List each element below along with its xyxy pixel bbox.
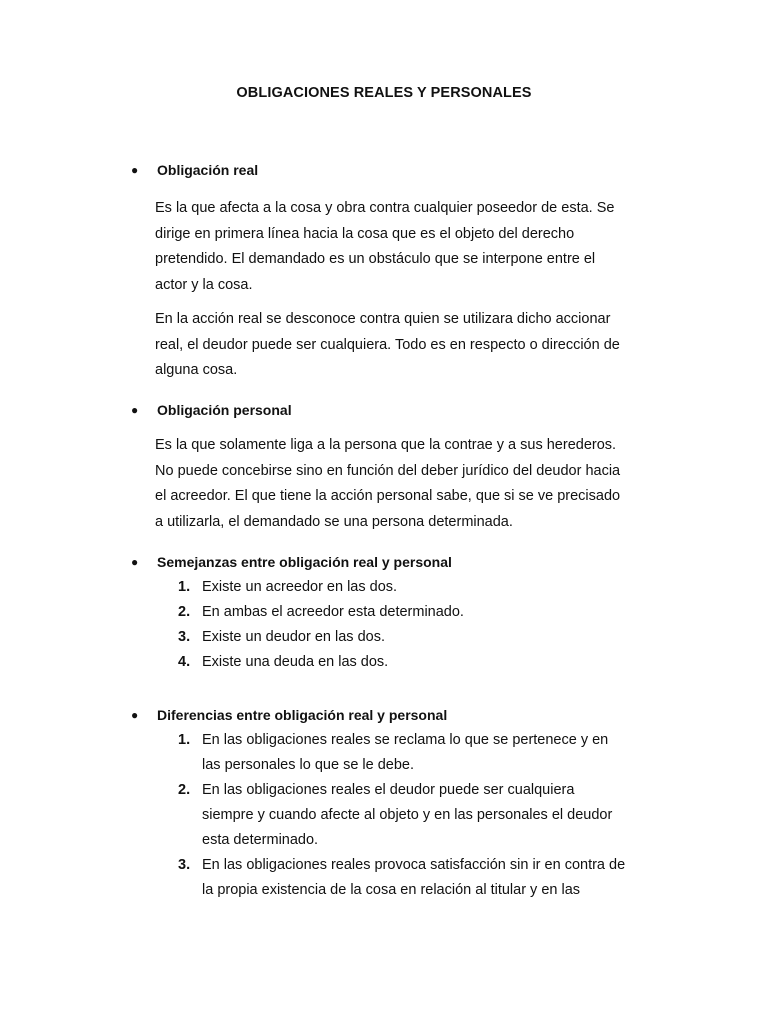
- paragraph-line: pretendido. El demandado es un obstáculo que se interpone entre el: [155, 251, 596, 267]
- list-item-number: 1.: [178, 732, 191, 748]
- list-item-number: 1.: [178, 579, 191, 595]
- list-item-text: En las obligaciones reales provoca satisfacción sin ir en contra de: [202, 857, 626, 873]
- document-title: OBLIGACIONES REALES Y PERSONALES: [236, 85, 532, 101]
- list-item-text: Existe un deudor en las dos.: [202, 629, 385, 645]
- paragraph-line: Es la que solamente liga a la persona que la contrae y a sus herederos.: [155, 437, 617, 453]
- paragraph: [155, 433, 660, 535]
- paragraph: [155, 307, 660, 384]
- list-item-number: 3.: [178, 857, 191, 873]
- list-item-text: Existe una deuda en las dos.: [202, 654, 389, 670]
- paragraph-line: a utilizarla, el demandado se una persona determinada.: [155, 513, 513, 530]
- list-item-number: 3.: [178, 629, 191, 645]
- paragraph-line: actor y la cosa.: [155, 276, 253, 293]
- list-item-text: En las obligaciones reales se reclama lo que se pertenece y en: [202, 732, 609, 748]
- bullet-icon: ●: [131, 708, 139, 722]
- list-item-text: Existe un acreedor en las dos.: [202, 579, 398, 595]
- bullet-icon: ●: [131, 403, 139, 417]
- paragraph-line: No puede concebirse sino en función del deber jurídico del deudor hacia: [155, 462, 621, 479]
- list-item-number: 4.: [178, 654, 191, 670]
- paragraph-line: dirige en primera línea hacia la cosa que es el objeto del derecho: [155, 225, 575, 242]
- section-heading-semejanzas: Semejanzas entre obligación real y personal: [157, 554, 452, 570]
- list-item: [202, 778, 662, 853]
- bullet-icon: ●: [131, 163, 139, 177]
- paragraph: [155, 196, 660, 298]
- paragraph-line: Es la que afecta a la cosa y obra contra cualquier poseedor de esta. Se: [155, 200, 615, 216]
- list-item: [202, 625, 662, 650]
- list-item: [202, 600, 662, 625]
- list-item-number: 2.: [178, 604, 191, 620]
- list-item-text: la propia existencia de la cosa en relación al titular y en las: [202, 882, 581, 898]
- list-item: [202, 650, 662, 675]
- paragraph-line: real, el deudor puede ser cualquiera. Todo es en respecto o dirección de: [155, 336, 620, 353]
- paragraph-line: alguna cosa.: [155, 362, 238, 378]
- paragraph-line: En la acción real se desconoce contra quien se utilizara dicho accionar: [155, 311, 611, 327]
- list-item: [202, 728, 662, 778]
- paragraph-line: el acreedor. El que tiene la acción personal sabe, que si se ve precisado: [155, 488, 621, 504]
- section-heading-obligacion-personal: Obligación personal: [157, 402, 292, 418]
- list-item-number: 2.: [178, 782, 191, 798]
- list-item-text: siempre y cuando afecte al objeto y en las personales el deudor: [202, 807, 613, 823]
- list-item-text: las personales lo que se le debe.: [202, 757, 415, 773]
- list-item-text: En ambas el acreedor esta determinado.: [202, 604, 464, 620]
- list-item: [202, 575, 662, 600]
- bullet-icon: ●: [131, 555, 139, 569]
- list-item: [202, 853, 662, 903]
- list-item-text: esta determinado.: [202, 832, 319, 848]
- section-heading-diferencias: Diferencias entre obligación real y personal: [157, 707, 448, 723]
- list-item-text: En las obligaciones reales el deudor puede ser cualquiera: [202, 782, 575, 798]
- section-heading-obligacion-real: Obligación real: [157, 162, 259, 178]
